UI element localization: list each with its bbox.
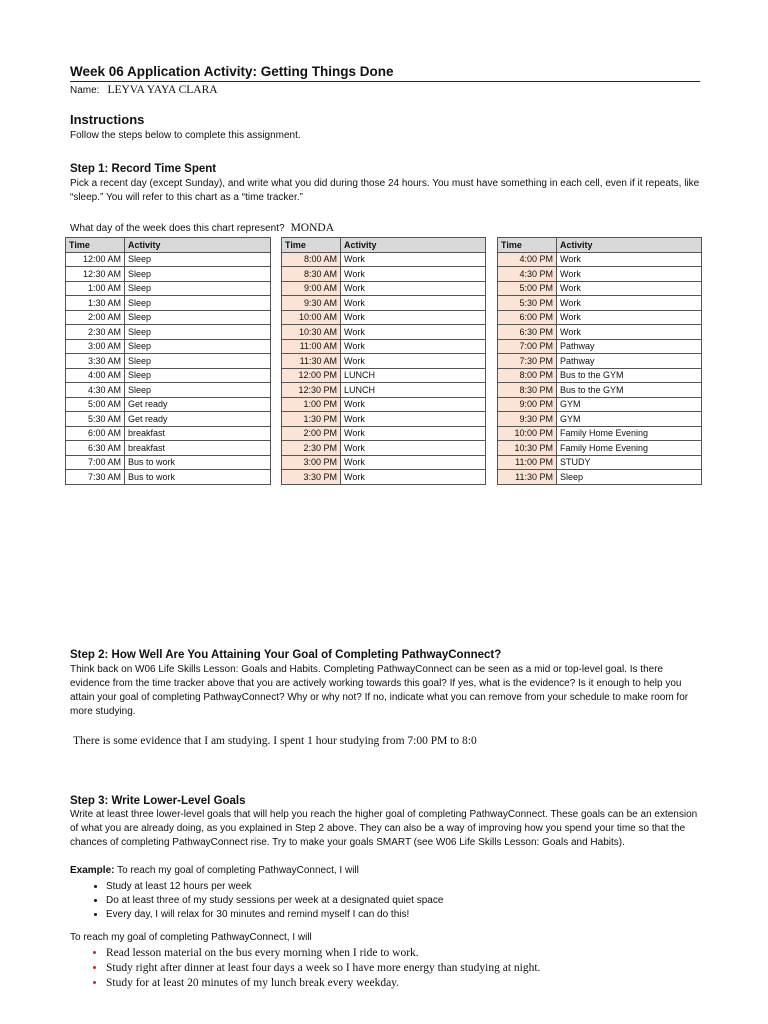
table-row	[282, 383, 486, 398]
step3-heading: Step 3: Write Lower-Level Goals	[70, 795, 246, 807]
time-cell: 6:00 AM	[66, 426, 125, 441]
step3-section	[70, 795, 700, 991]
activity-cell: Work	[341, 339, 486, 354]
activity-cell: Sleep	[125, 383, 271, 398]
table-row	[66, 455, 271, 470]
activity-cell: LUNCH	[341, 383, 486, 398]
activity-cell: Work	[341, 441, 486, 456]
table-row	[66, 310, 271, 325]
activity-cell: Work	[341, 412, 486, 427]
activity-cell: LUNCH	[341, 368, 486, 383]
activity-cell: Work	[557, 267, 702, 282]
activity-cell: Sleep	[125, 267, 271, 282]
time-cell: 10:00 AM	[282, 310, 341, 325]
activity-cell: Work	[341, 296, 486, 311]
activity-cell: Sleep	[125, 252, 271, 267]
table-row	[282, 426, 486, 441]
column-header-time: Time	[282, 238, 341, 253]
activity-cell: Work	[557, 281, 702, 296]
time-cell: 9:30 PM	[498, 412, 557, 427]
time-cell: 4:30 AM	[66, 383, 125, 398]
example-line	[70, 864, 700, 878]
activity-cell: Bus to work	[125, 470, 271, 485]
table-row	[66, 397, 271, 412]
table-row	[66, 383, 271, 398]
step2-text: Think back on W06 Life Skills Lesson: Goals and Habits. Completing PathwayConnect can be seen as a mid or top-level goal. Is there evidence from the time tracker above that you are actively working towards this goal? If yes, what is the evidence? Is it enough to help you attain your goal of completing PathwayConnect? Why or why not? If no, indicate what you can remove from your schedule to make room for more studying.	[70, 664, 689, 717]
table-row	[66, 354, 271, 369]
table-row	[498, 310, 702, 325]
time-cell: 3:00 AM	[66, 339, 125, 354]
table-row	[282, 397, 486, 412]
table-row	[282, 412, 486, 427]
activity-cell: Pathway	[557, 354, 702, 369]
activity-cell: Work	[341, 310, 486, 325]
activity-cell: GYM	[557, 412, 702, 427]
time-table-evening	[497, 237, 702, 485]
time-cell: 7:30 PM	[498, 354, 557, 369]
column-header-activity: Activity	[125, 238, 271, 253]
time-cell: 5:30 AM	[66, 412, 125, 427]
day-question: What day of the week does this chart represent?	[70, 223, 285, 234]
table-row	[498, 296, 702, 311]
time-cell: 6:00 PM	[498, 310, 557, 325]
activity-cell: breakfast	[125, 441, 271, 456]
time-cell: 10:30 AM	[282, 325, 341, 340]
activity-cell: Sleep	[125, 325, 271, 340]
time-cell: 10:30 PM	[498, 441, 557, 456]
table-row	[66, 252, 271, 267]
time-cell: 11:30 PM	[498, 470, 557, 485]
time-cell: 12:00 PM	[282, 368, 341, 383]
table-row	[498, 281, 702, 296]
table-row	[498, 383, 702, 398]
document-page	[69, 64, 700, 989]
activity-cell: Work	[557, 310, 702, 325]
column-header-time: Time	[66, 238, 125, 253]
step2-section	[70, 649, 700, 748]
table-row	[66, 441, 271, 456]
example-list	[70, 880, 700, 922]
activity-cell: Work	[341, 397, 486, 412]
table-row	[282, 267, 486, 282]
time-cell: 5:00 AM	[66, 397, 125, 412]
time-cell: 1:00 PM	[282, 397, 341, 412]
time-cell: 2:30 PM	[282, 441, 341, 456]
activity-cell: STUDY	[557, 455, 702, 470]
activity-cell: Work	[341, 470, 486, 485]
step2-heading: Step 2: How Well Are You Attaining Your Goal of Completing PathwayConnect?	[70, 649, 502, 661]
time-cell: 2:00 PM	[282, 426, 341, 441]
activity-cell: Sleep	[125, 310, 271, 325]
activity-cell: Pathway	[557, 339, 702, 354]
time-cell: 11:30 AM	[282, 354, 341, 369]
activity-cell: Work	[341, 426, 486, 441]
table-row	[282, 470, 486, 485]
activity-cell: Work	[341, 267, 486, 282]
goals-intro: To reach my goal of completing PathwayConnect, I will	[70, 932, 312, 943]
time-cell: 11:00 PM	[498, 455, 557, 470]
activity-cell: Bus to work	[125, 455, 271, 470]
time-cell: 3:30 PM	[282, 470, 341, 485]
table-row	[282, 339, 486, 354]
time-cell: 10:00 PM	[498, 426, 557, 441]
time-cell: 12:30 AM	[66, 267, 125, 282]
activity-cell: Sleep	[125, 296, 271, 311]
table-row	[66, 325, 271, 340]
activity-cell: Sleep	[557, 470, 702, 485]
time-cell: 6:30 AM	[66, 441, 125, 456]
time-cell: 5:30 PM	[498, 296, 557, 311]
time-cell: 1:30 AM	[66, 296, 125, 311]
activity-cell: Bus to the GYM	[557, 383, 702, 398]
goals-list	[70, 946, 700, 991]
time-cell: 4:00 PM	[498, 252, 557, 267]
activity-cell: Work	[341, 281, 486, 296]
activity-cell: Sleep	[125, 354, 271, 369]
time-cell: 2:00 AM	[66, 310, 125, 325]
list-item: • Read lesson material on the bus every morning when I ride to work.	[106, 946, 700, 961]
page-title: Week 06 Application Activity: Getting Things Done	[70, 64, 700, 82]
table-row	[498, 267, 702, 282]
example-label: Example:	[70, 865, 115, 876]
table-row	[498, 470, 702, 485]
table-row	[66, 296, 271, 311]
table-row	[498, 455, 702, 470]
name-value: LEYVA YAYA CLARA	[107, 84, 218, 96]
time-cell: 3:00 PM	[282, 455, 341, 470]
step1-heading: Step 1: Record Time Spent	[70, 163, 217, 175]
activity-cell: GYM	[557, 397, 702, 412]
table-row	[66, 368, 271, 383]
column-header-activity: Activity	[557, 238, 702, 253]
time-cell: 4:00 AM	[66, 368, 125, 383]
instructions-heading: Instructions	[70, 112, 145, 127]
activity-cell: Sleep	[125, 339, 271, 354]
time-cell: 8:30 AM	[282, 267, 341, 282]
time-cell: 8:30 PM	[498, 383, 557, 398]
name-label: Name:	[70, 85, 100, 96]
table-row	[498, 339, 702, 354]
activity-cell: Work	[557, 252, 702, 267]
instructions-text: Follow the steps below to complete this assignment.	[70, 130, 301, 141]
time-table-midday	[281, 237, 486, 485]
column-header-time: Time	[498, 238, 557, 253]
step3-text: Write at least three lower-level goals that will help you reach the higher goal of completing PathwayConnect. These goals can be an extension of what you are already doing, as you explained in Step 2 above. They can also be a way of improving how you spend your time so that the chances of completing PathwayConnect rise. Try to make your goals SMART (see W06 Life Skills Lesson: Goals and Habits).	[70, 809, 698, 848]
step2-answer: There is some evidence that I am studying. I spent 1 hour studying from 7:00 PM to 8:0	[73, 735, 477, 747]
table-row	[282, 252, 486, 267]
table-row	[66, 267, 271, 282]
time-cell: 2:30 AM	[66, 325, 125, 340]
table-row	[66, 412, 271, 427]
example-intro: To reach my goal of completing PathwayConnect, I will	[117, 865, 359, 876]
time-cell: 6:30 PM	[498, 325, 557, 340]
time-cell: 8:00 PM	[498, 368, 557, 383]
table-row	[282, 325, 486, 340]
time-cell: 1:30 PM	[282, 412, 341, 427]
step1-text: Pick a recent day (except Sunday), and write what you did during those 24 hours. You must have something in each cell, even if it repeats, like “sleep.” You will refer to this chart as a “time tracker.”	[70, 178, 700, 203]
table-row	[498, 354, 702, 369]
activity-cell: Work	[341, 455, 486, 470]
activity-cell: Work	[557, 325, 702, 340]
activity-cell: Family Home Evening	[557, 441, 702, 456]
list-item: • Study for at least 20 minutes of my lunch break every weekday.	[106, 976, 700, 991]
time-cell: 12:30 PM	[282, 383, 341, 398]
table-row	[282, 441, 486, 456]
time-cell: 11:00 AM	[282, 339, 341, 354]
list-item: • Study at least 12 hours per week	[106, 880, 700, 894]
table-row	[498, 426, 702, 441]
activity-cell: Work	[341, 354, 486, 369]
time-cell: 12:00 AM	[66, 252, 125, 267]
activity-cell: Sleep	[125, 368, 271, 383]
activity-cell: Work	[341, 252, 486, 267]
time-cell: 3:30 AM	[66, 354, 125, 369]
table-row	[282, 310, 486, 325]
time-cell: 9:30 AM	[282, 296, 341, 311]
activity-cell: Work	[341, 325, 486, 340]
table-row	[282, 354, 486, 369]
time-cell: 4:30 PM	[498, 267, 557, 282]
activity-cell: Work	[557, 296, 702, 311]
list-item: • Do at least three of my study sessions per week at a designated quiet space	[106, 894, 700, 908]
activity-cell: Sleep	[125, 281, 271, 296]
column-header-activity: Activity	[341, 238, 486, 253]
table-row	[66, 281, 271, 296]
time-cell: 9:00 PM	[498, 397, 557, 412]
table-row	[66, 426, 271, 441]
table-row	[66, 470, 271, 485]
activity-cell: breakfast	[125, 426, 271, 441]
table-row	[282, 368, 486, 383]
activity-cell: Get ready	[125, 397, 271, 412]
time-cell: 7:00 PM	[498, 339, 557, 354]
table-row	[282, 281, 486, 296]
time-table-early	[65, 237, 271, 485]
activity-cell: Bus to the GYM	[557, 368, 702, 383]
table-row	[498, 397, 702, 412]
activity-cell: Get ready	[125, 412, 271, 427]
activity-cell: Family Home Evening	[557, 426, 702, 441]
day-answer: MONDA	[290, 222, 335, 234]
time-cell: 1:00 AM	[66, 281, 125, 296]
time-cell: 7:30 AM	[66, 470, 125, 485]
time-cell: 7:00 AM	[66, 455, 125, 470]
list-item: • Study right after dinner at least four days a week so I have more energy than studying at night.	[106, 961, 700, 976]
table-row	[498, 368, 702, 383]
table-row	[498, 325, 702, 340]
table-row	[66, 339, 271, 354]
time-cell: 8:00 AM	[282, 252, 341, 267]
time-tracker	[70, 237, 702, 487]
table-row	[498, 412, 702, 427]
name-row	[70, 84, 700, 96]
time-cell: 5:00 PM	[498, 281, 557, 296]
table-row	[282, 296, 486, 311]
list-item: • Every day, I will relax for 30 minutes and remind myself I can do this!	[106, 908, 700, 922]
table-row	[498, 441, 702, 456]
time-cell: 9:00 AM	[282, 281, 341, 296]
table-row	[498, 252, 702, 267]
day-question-row	[70, 222, 334, 234]
table-row	[282, 455, 486, 470]
